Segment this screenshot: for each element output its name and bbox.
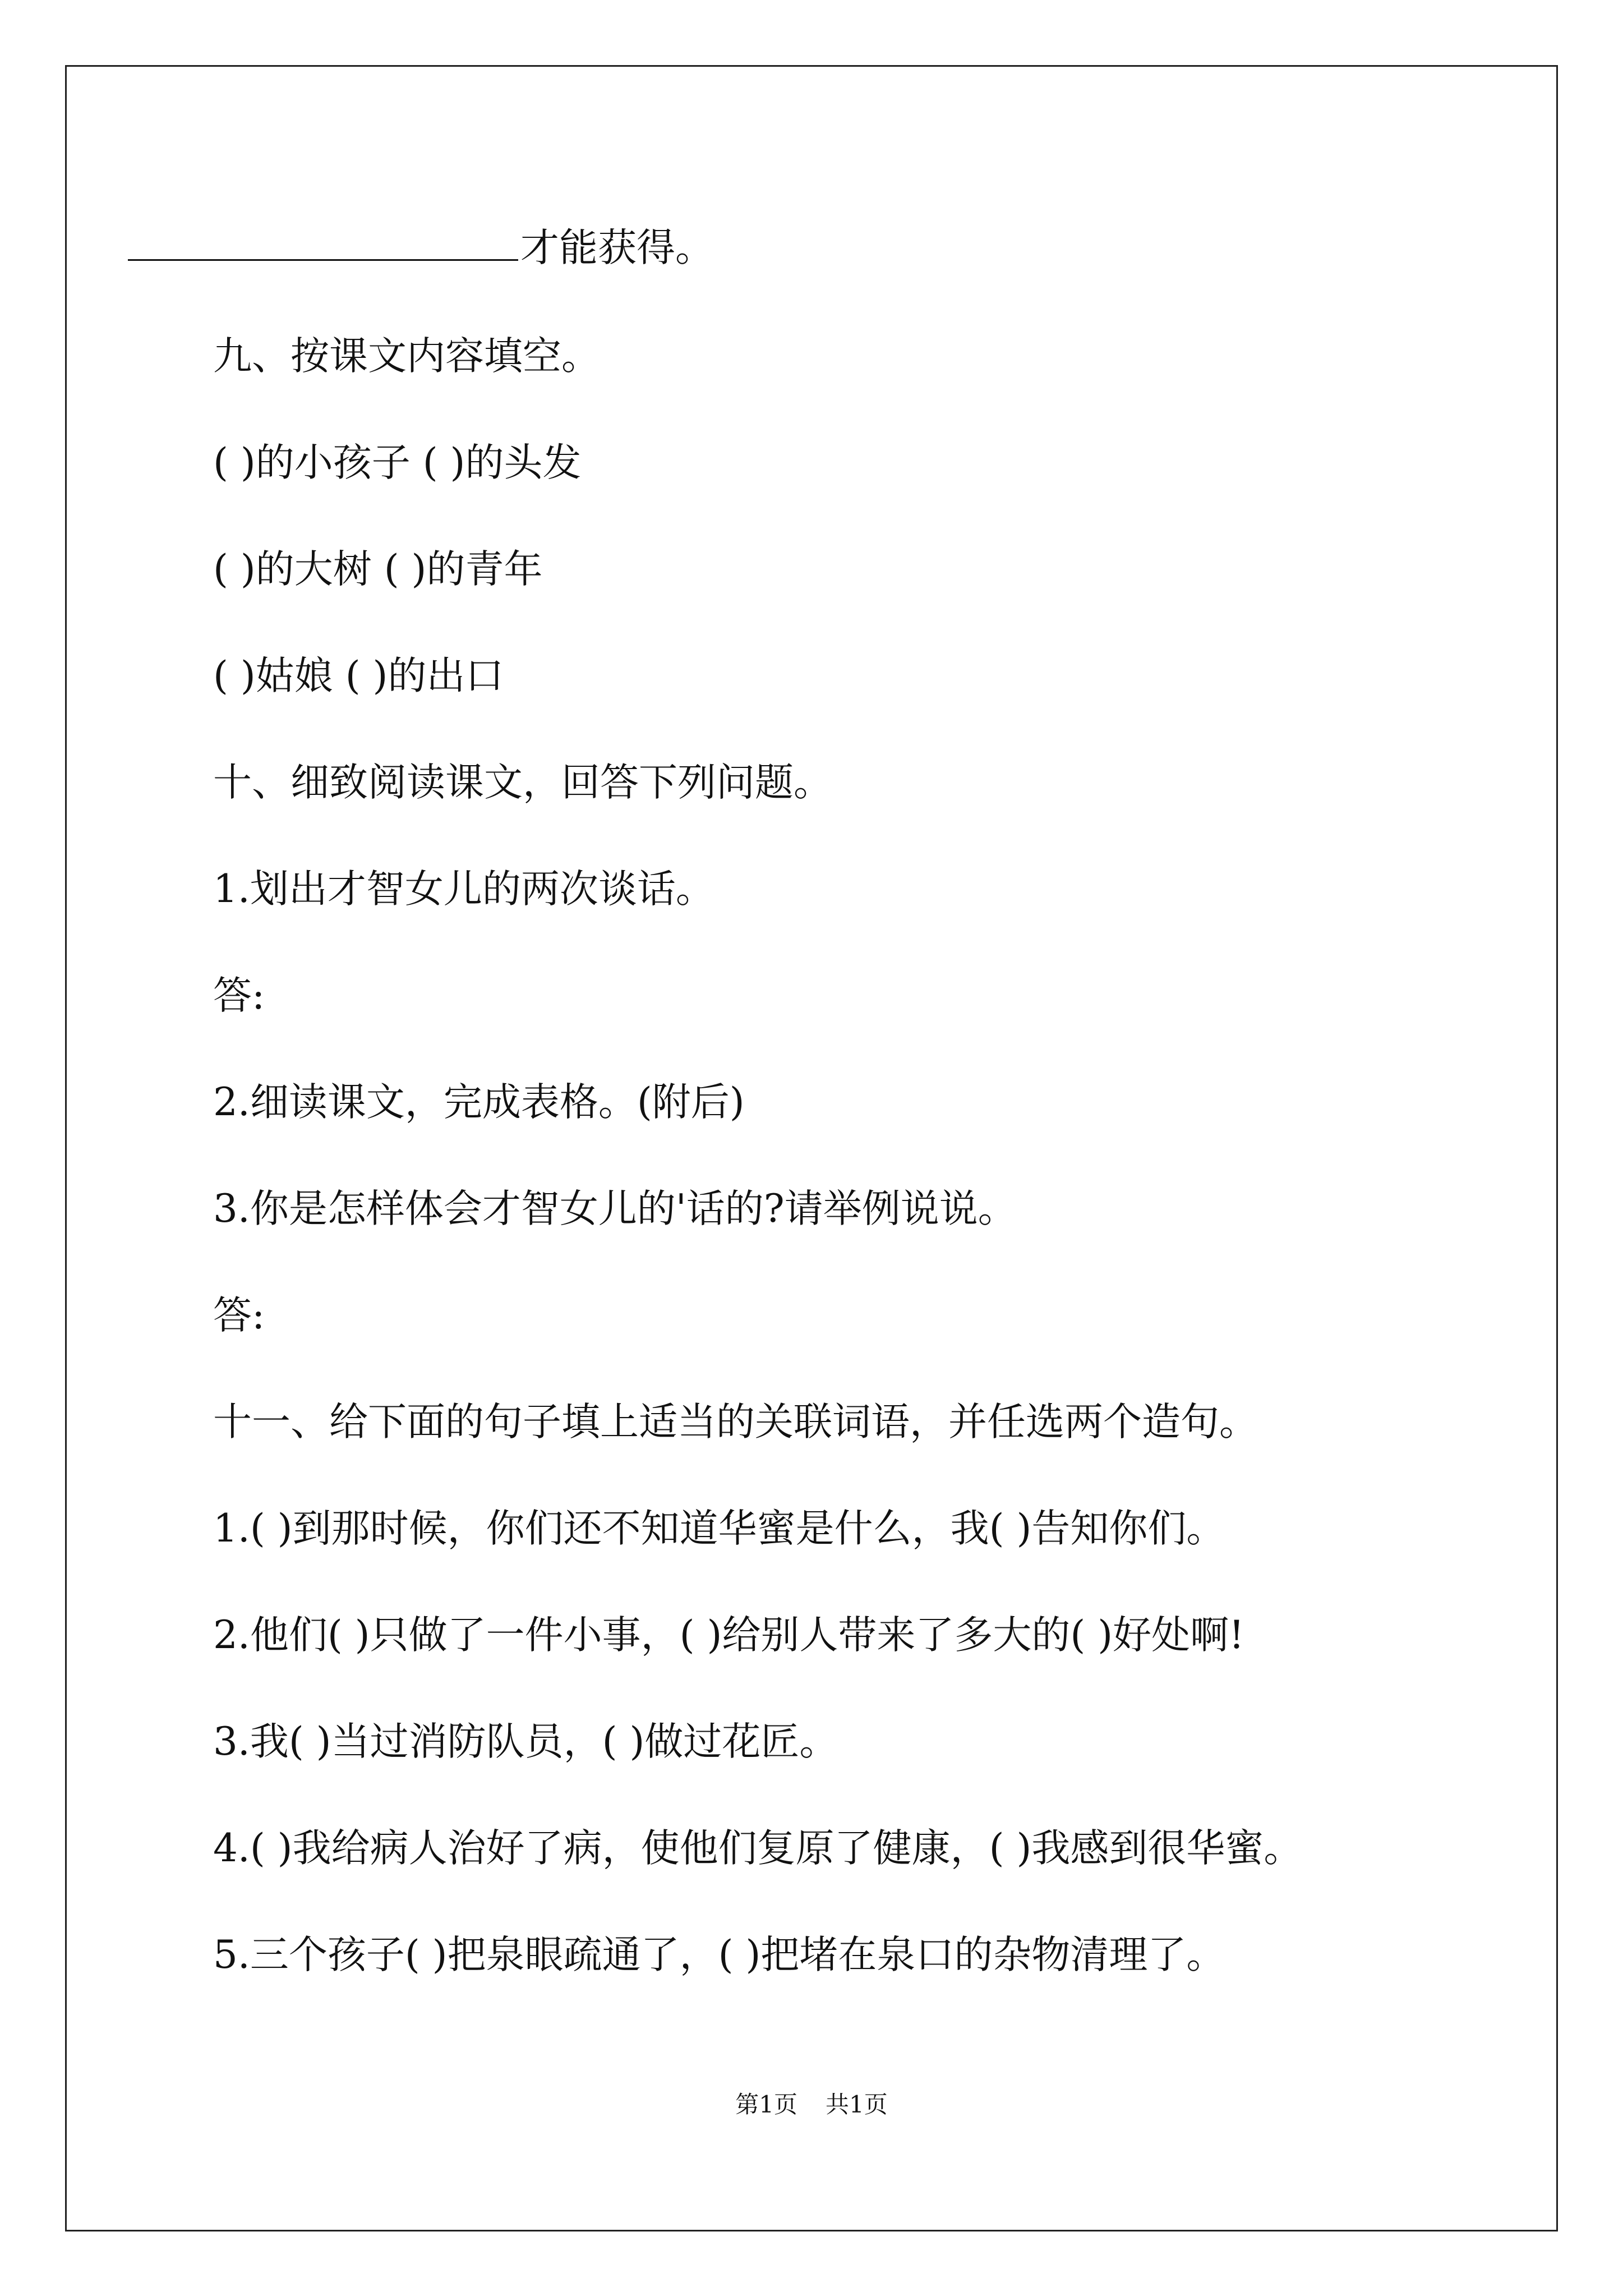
page-number-current: 第1页 (735, 2091, 797, 2118)
question-10-1: 1.划出才智女儿的两次谈话。 (213, 867, 714, 912)
text-line-4: ( )的大树 ( )的青年 (213, 547, 543, 592)
fill-in-blank (128, 224, 518, 261)
section-11-heading: 十一、给下面的句子填上适当的关联词语，并任选两个造句。 (213, 1400, 1258, 1444)
question-11-3: 3.我( )当过消防队员，( )做过花匠。 (213, 1719, 838, 1764)
question-10-2: 2.细读课文，完成表格。(附后) (213, 1080, 745, 1125)
section-10-heading: 十、细致阅读课文，回答下列问题。 (213, 760, 832, 805)
question-11-2: 2.他们( )只做了一件小事，( )给别人带来了多大的( )好处啊! (213, 1613, 1244, 1658)
answer-label-1: 答: (213, 973, 265, 1018)
question-10-3: 3.你是怎样体会才智女儿的'话的?请举例说说。 (213, 1186, 1017, 1231)
page-border (65, 65, 1558, 2231)
page-footer (0, 2091, 1623, 2119)
section-9-heading: 九、按课文内容填空。 (213, 334, 600, 379)
text-line-1: 才能获得。 (128, 224, 714, 270)
question-11-5: 5.三个孩子( )把泉眼疏通了，( )把堵在泉口的杂物清理了。 (213, 1932, 1225, 1977)
page-number-total: 共1页 (826, 2091, 888, 2118)
question-11-4: 4.( )我给病人治好了病，使他们复原了健康，( )我感到很华蜜。 (213, 1826, 1303, 1871)
text-line-3: ( )的小孩子 ( )的头发 (213, 440, 582, 485)
question-11-1: 1.( )到那时候，你们还不知道华蜜是什么，我( )告知你们。 (213, 1506, 1225, 1551)
text-line-5: ( )姑娘 ( )的出口 (213, 654, 504, 698)
answer-label-2: 答: (213, 1293, 265, 1338)
